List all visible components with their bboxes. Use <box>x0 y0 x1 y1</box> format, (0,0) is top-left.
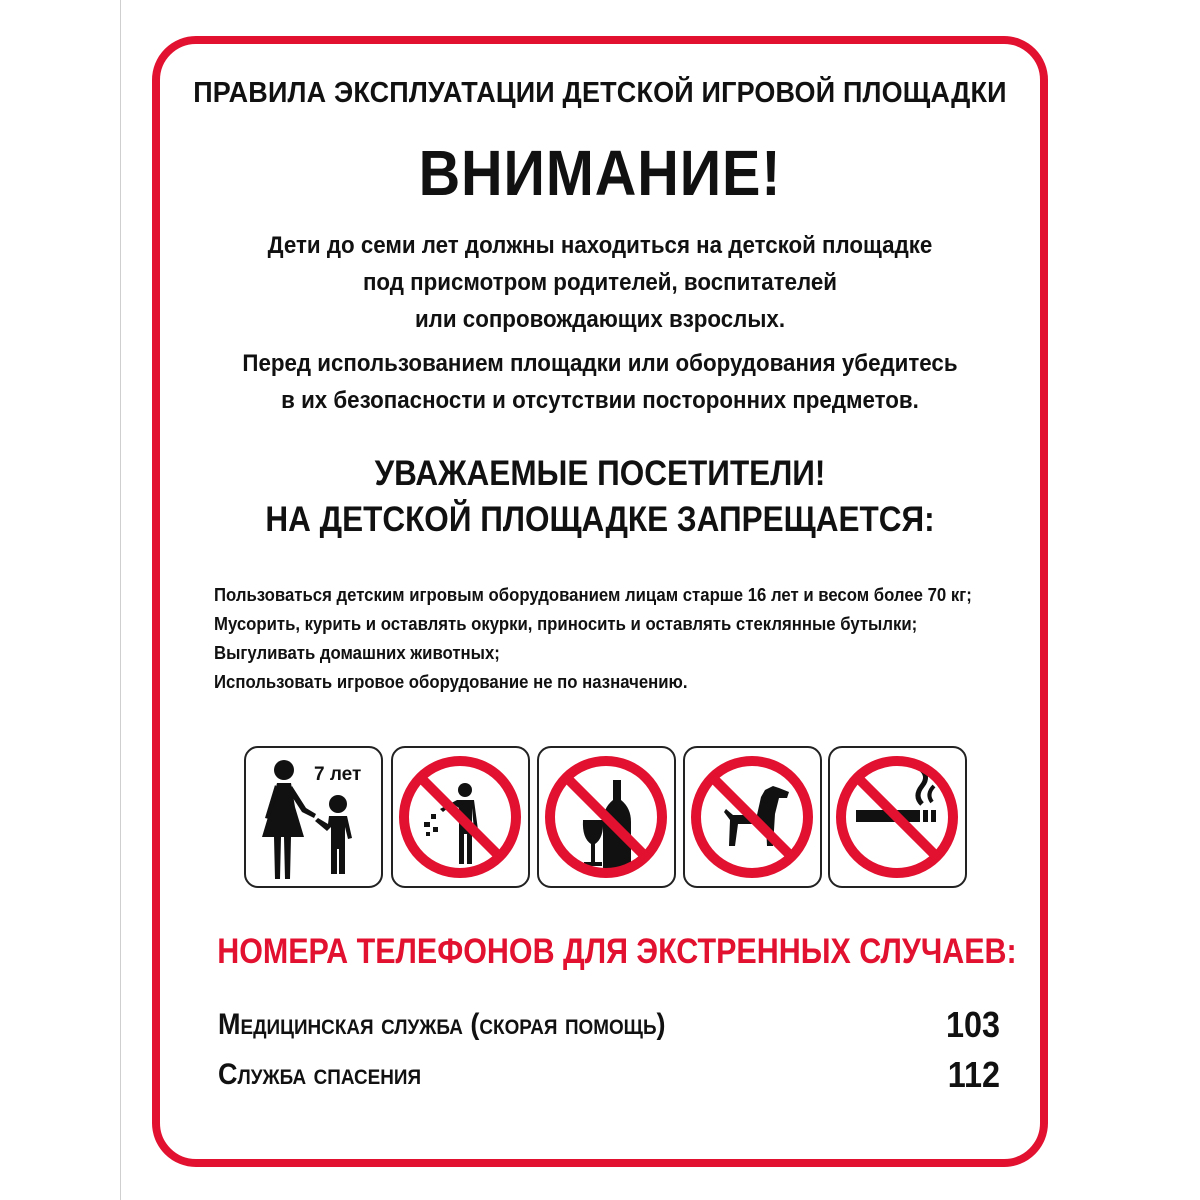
prohibited-item: Выгуливать домашних животных; <box>214 643 500 663</box>
supervision-line: или сопровождающих взрослых. <box>414 306 786 333</box>
safety-check-line: в их безопасности и отсутствии посторонних предметов. <box>281 387 919 414</box>
no-dogs-icon <box>683 746 822 888</box>
no-smoking-icon <box>828 746 967 888</box>
phone-label: Медицинская служба (скорая помощь) <box>218 1008 666 1041</box>
phone-label: Служба спасения <box>218 1058 422 1091</box>
prohibited-list <box>214 581 972 697</box>
prohibited-item: Пользоваться детским игровым оборудованием лицам старше 16 лет и весом более 70 кг; <box>214 585 972 605</box>
pictogram-row <box>244 746 974 888</box>
supervision-line: под присмотром родителей, воспитателей <box>362 269 838 296</box>
visitors-heading-line: НА ДЕТСКОЙ ПЛОЩАДКЕ ЗАПРЕЩАЕТСЯ: <box>265 500 935 539</box>
adult-with-child-icon <box>244 746 383 888</box>
no-alcohol-icon <box>537 746 676 888</box>
safety-check-line: Перед использованием площадки или оборудования убедитесь <box>242 350 958 377</box>
no-littering-icon <box>391 746 530 888</box>
supervision-paragraph <box>191 227 1009 338</box>
phone-row-rescue <box>218 1054 1000 1098</box>
attention-heading: ВНИМАНИЕ! <box>418 137 782 209</box>
age-label: 7 лет <box>314 764 362 785</box>
phone-number: 112 <box>947 1054 1000 1095</box>
page-edge-line <box>120 0 121 1200</box>
visitors-heading-line: УВАЖАЕМЫЕ ПОСЕТИТЕЛИ! <box>374 454 826 493</box>
emergency-phones-heading: НОМЕРА ТЕЛЕФОНОВ ДЛЯ ЭКСТРЕННЫХ СЛУЧАЕВ: <box>217 932 1017 971</box>
phone-number: 103 <box>945 1004 1000 1045</box>
safety-check-paragraph <box>191 345 1009 419</box>
supervision-line: Дети до семи лет должны находиться на детской площадке <box>267 232 933 259</box>
prohibited-item: Мусорить, курить и оставлять окурки, приносить и оставлять стеклянные бутылки; <box>214 614 918 634</box>
playground-rules-sign <box>152 36 1048 1167</box>
visitors-heading <box>204 451 996 543</box>
prohibited-item: Использовать игровое оборудование не по назначению. <box>214 672 688 692</box>
phone-row-medical <box>218 1004 1000 1048</box>
sign-title: ПРАВИЛА ЭКСПЛУАТАЦИИ ДЕТСКОЙ ИГРОВОЙ ПЛОЩАДКИ <box>193 77 1007 109</box>
